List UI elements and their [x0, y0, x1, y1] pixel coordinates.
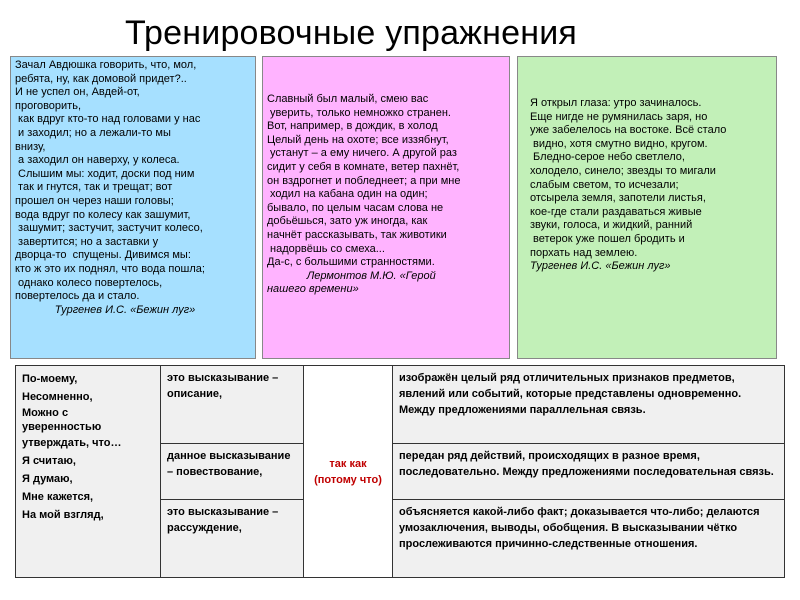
excerpt-line: слабым светом, то исчезали; — [530, 178, 679, 191]
text-type-narration: данное высказывание – повествование, — [161, 443, 304, 499]
excerpt-line: как вдруг кто-то над головами у нас — [15, 113, 201, 126]
excerpt-line: уверить, только немножко странен. — [267, 106, 451, 119]
opinion-phrase: Мне кажется, — [22, 491, 94, 503]
opinion-phrase: По-моему, — [22, 373, 78, 385]
excerpt-line: холодело, синело; звезды то мигали — [530, 164, 716, 177]
phrase-table — [15, 365, 785, 578]
excerpt-line: однако колесо повертелось, — [15, 276, 163, 289]
excerpt-line: вода вдруг по колесу как зашумит, — [15, 208, 191, 221]
excerpt-line: Вот, например, в дождик, в холод — [267, 120, 438, 133]
excerpt-line: кое-где стали раздаваться живые — [530, 205, 702, 218]
opinion-phrase: утверждать, что… — [22, 437, 122, 449]
explanation-narration: передан ряд действий, происходящих в разное время, последовательно. Между предложениями последовательная связь. — [393, 443, 785, 499]
excerpt-line: ребята, ну, как домовой придет?.. — [15, 72, 187, 85]
excerpt-attribution: Тургенев И.С. «Бежин луг» — [530, 260, 671, 273]
excerpt-line: Еще нигде не румянилась заря, но — [530, 110, 708, 123]
excerpt-attribution: Лермонтов М.Ю. «Герой нашего времени» — [267, 269, 436, 296]
excerpt-attribution: Тургенев И.С. «Бежин луг» — [15, 303, 196, 316]
excerpt-line: Целый день на охоте; все иззябнут, — [267, 133, 449, 146]
excerpt-line: начнёт рассказывать, так животики — [267, 228, 447, 241]
opinion-phrase: Я думаю, — [22, 473, 73, 485]
page-title: Тренировочные упражнения — [125, 14, 578, 52]
excerpt-line: Бледно-серое небо светлело, — [530, 151, 685, 164]
excerpt-line: зашумит; застучит, застучит колесо, — [15, 222, 203, 235]
excerpt-line: он вздрогнет и побледнеет; а при мне — [267, 174, 461, 187]
excerpt-line: проговорить, — [15, 99, 82, 112]
text-excerpt-lermontov — [262, 56, 510, 359]
excerpt-line: и заходил; но а лежали-то мы — [15, 126, 171, 139]
opinion-phrase: На мой взгляд, — [22, 509, 104, 521]
excerpt-line: порхать над землею. — [530, 246, 638, 259]
excerpt-line: Слышим мы: ходит, доски под ним — [15, 167, 195, 180]
explanation-reasoning: объясняется какой-либо факт; доказывается что-либо; делаются умозаключения, выводы, обобщения. В высказывании чётко прослеживаются причинно-следственные отношения. — [393, 500, 785, 578]
text-excerpt-turgenev-2 — [517, 56, 777, 359]
opinion-phrase: Несомненно, — [22, 391, 93, 403]
text-type-reasoning: это высказывание – рассуждение, — [161, 500, 304, 578]
excerpt-line: уже забелелось на востоке. Всё стало — [530, 124, 727, 137]
excerpt-line: Я открыл глаза: утро зачиналось. — [530, 97, 702, 109]
opinion-phrase: Я считаю, — [22, 455, 76, 467]
excerpt-line: прошел он через наши головы; — [15, 194, 174, 207]
opinion-phrase: уверенностью — [22, 421, 102, 433]
excerpt-line: повертелось да и стало. — [15, 290, 140, 303]
excerpt-line: а заходил он наверху, у колеса. — [15, 154, 180, 167]
text-type-description: это высказывание – описание, — [161, 366, 304, 444]
excerpt-line: кто ж это их поднял, что вода пошла; — [15, 262, 205, 275]
excerpt-line: ходил на кабана один на один; — [267, 188, 428, 201]
excerpt-line: Да-с, с большими странностями. — [267, 256, 435, 269]
text-excerpt-turgenev-1 — [10, 56, 256, 359]
excerpt-line: Славный был малый, смею вас — [267, 93, 429, 105]
excerpt-line: завертится; но а заставки у — [15, 235, 159, 248]
excerpt-line: надорвёшь со смеха... — [267, 242, 385, 255]
excerpt-line: отсырела земля, запотели листья, — [530, 192, 706, 205]
excerpt-line: добьёшься, зато уж иногда, как — [267, 215, 428, 228]
opinion-phrases-cell — [16, 366, 161, 578]
excerpt-line: внизу, — [15, 140, 46, 153]
excerpt-line: сидит у себя в комнате, ветер пахнёт, — [267, 160, 460, 173]
excerpt-line: так и гнутся, так и трещат; вот — [15, 181, 173, 194]
excerpt-line: Зачал Авдюшка говорить, что, мол, — [15, 59, 197, 71]
excerpt-line: И не успел он, Авдей-от, — [15, 86, 140, 99]
excerpt-line: дворца-то спущены. Дивимся мы: — [15, 249, 191, 262]
table-row — [16, 366, 785, 444]
explanation-description: изображён целый ряд отличительных признаков предметов, явлений или событий, которые представлены одновременно. Между предложениями параллельная связь. — [393, 366, 785, 444]
opinion-phrase: Можно с — [22, 407, 69, 419]
because-cell: так как (потому что) — [304, 366, 393, 578]
excerpt-line: звуки, голоса, и жидкий, ранний — [530, 219, 693, 232]
excerpt-line: бывало, по целым часам слова не — [267, 201, 444, 214]
excerpt-line: видно, хотя смутно видно, кругом. — [530, 137, 708, 150]
excerpt-line: устанут – а ему ничего. А другой раз — [267, 147, 457, 160]
excerpt-line: ветерок уже пошел бродить и — [530, 232, 685, 245]
